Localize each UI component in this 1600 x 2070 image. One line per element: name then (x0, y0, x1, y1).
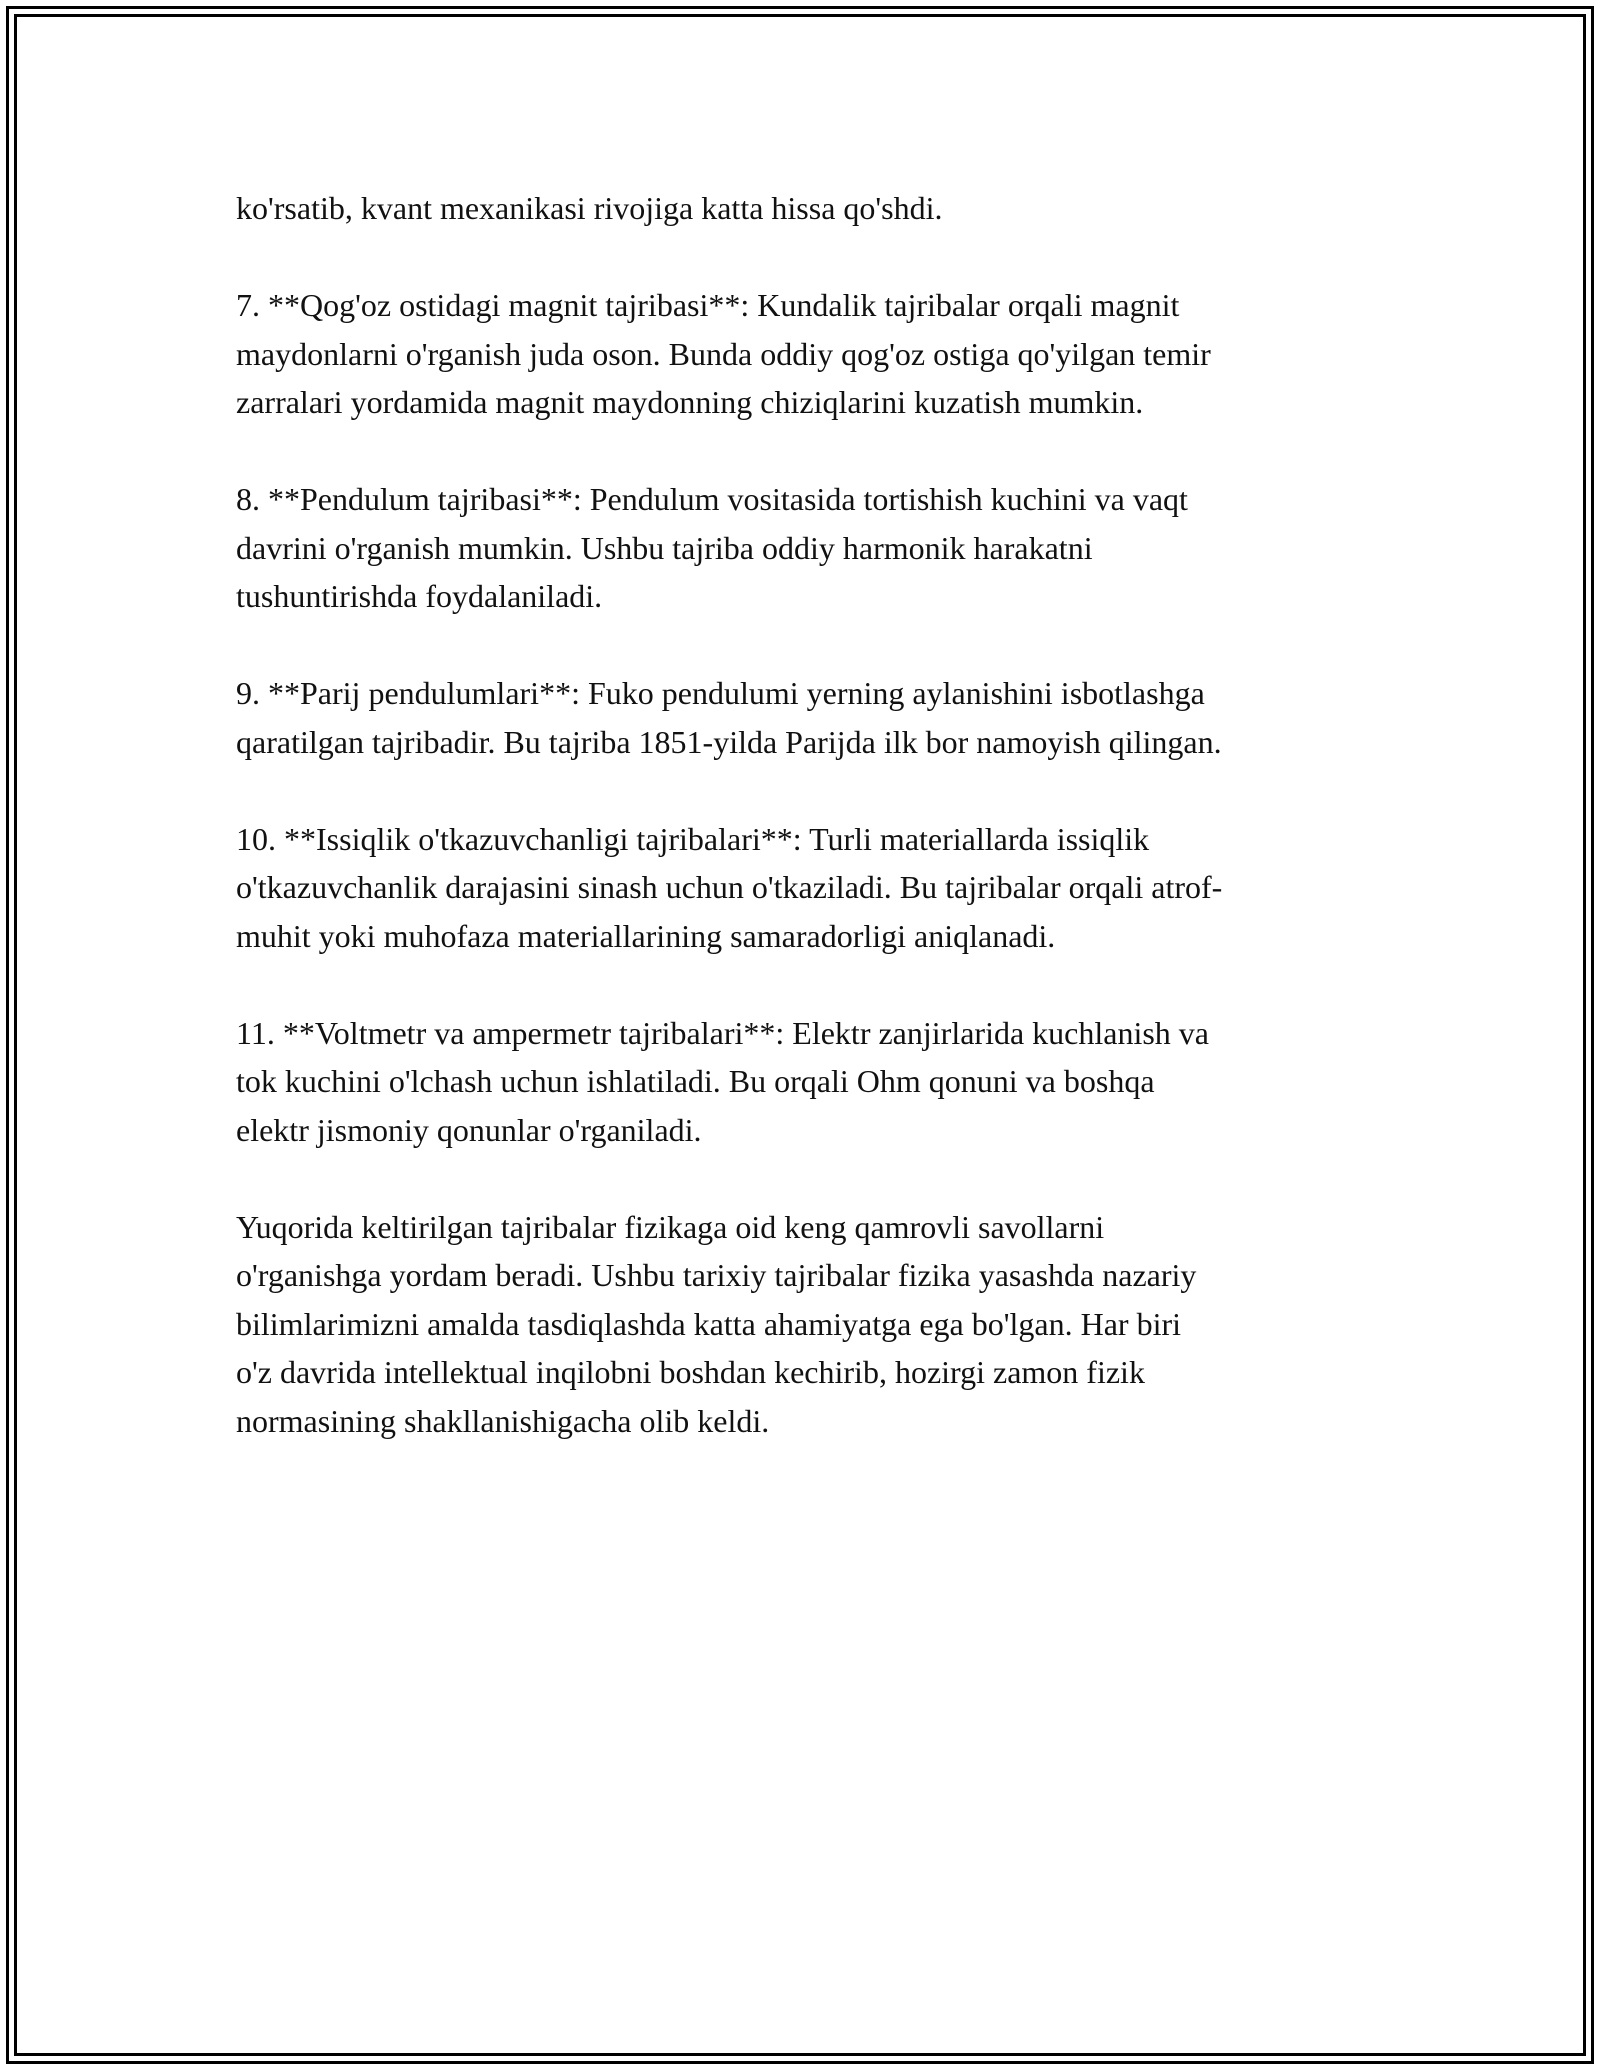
paragraph-conclusion: Yuqorida keltirilgan tajribalar fizikaga oid keng qamrovli savollarni o'rganishga yordam beradi. Ushbu tarixiy tajribalar fizika yasashda nazariy bilimlarimizni amalda tasdiqlashda katta ahamiyatga ega bo'lgan. Har biri o'z davrida intellektual inqilobni boshdan kechirib, hozirgi zamon fizik normasining shakllanishigacha olib keldi. (236, 1208, 1197, 1439)
paragraph-item-11: 11. **Voltmetr va ampermetr tajribalari**: Elektr zanjirlarida kuchlanish va tok kuchini o'lchash uchun ishlatiladi. Bu orqali Ohm qonuni va boshqa elektr jismoniy qonunlar o'rganiladi. (236, 1014, 1209, 1148)
paragraph-continuation: ko'rsatib, kvant mexanikasi rivojiga katta hissa qo'shdi. (236, 190, 943, 226)
paragraph-item-10: 10. **Issiqlik o'tkazuvchanligi tajribalari**: Turli materiallarda issiqlik o'tkazuvchanlik darajasini sinash uchun o'tkaziladi. Bu tajribalar orqali atrof- muhit yoki muhofaza materiallarining samaradorligi aniqlanadi. (236, 820, 1223, 954)
paragraph-item-8: 8. **Pendulum tajribasi**: Pendulum vositasida tortishish kuchini va vaqt davrini o'rganish mumkin. Ushbu tajriba oddiy harmonik harakatni tushuntirishda foydalaniladi. (236, 481, 1188, 614)
paragraph-item-7: 7. **Qog'oz ostidagi magnit tajribasi**: Kundalik tajribalar orqali magnit maydonlarni o'rganish juda oson. Bunda oddiy qog'oz ostiga qo'yilgan temir zarralari yordamida magnit maydonning chiziqlarini kuzatish mumkin. (236, 287, 1211, 420)
document-body (236, 184, 1376, 1494)
paragraph-item-9: 9. **Parij pendulumlari**: Fuko pendulumi yerning aylanishini isbotlashga qaratilgan tajribadir. Bu tajriba 1851-yilda Parijda ilk bor namoyish qilingan. (236, 675, 1222, 760)
